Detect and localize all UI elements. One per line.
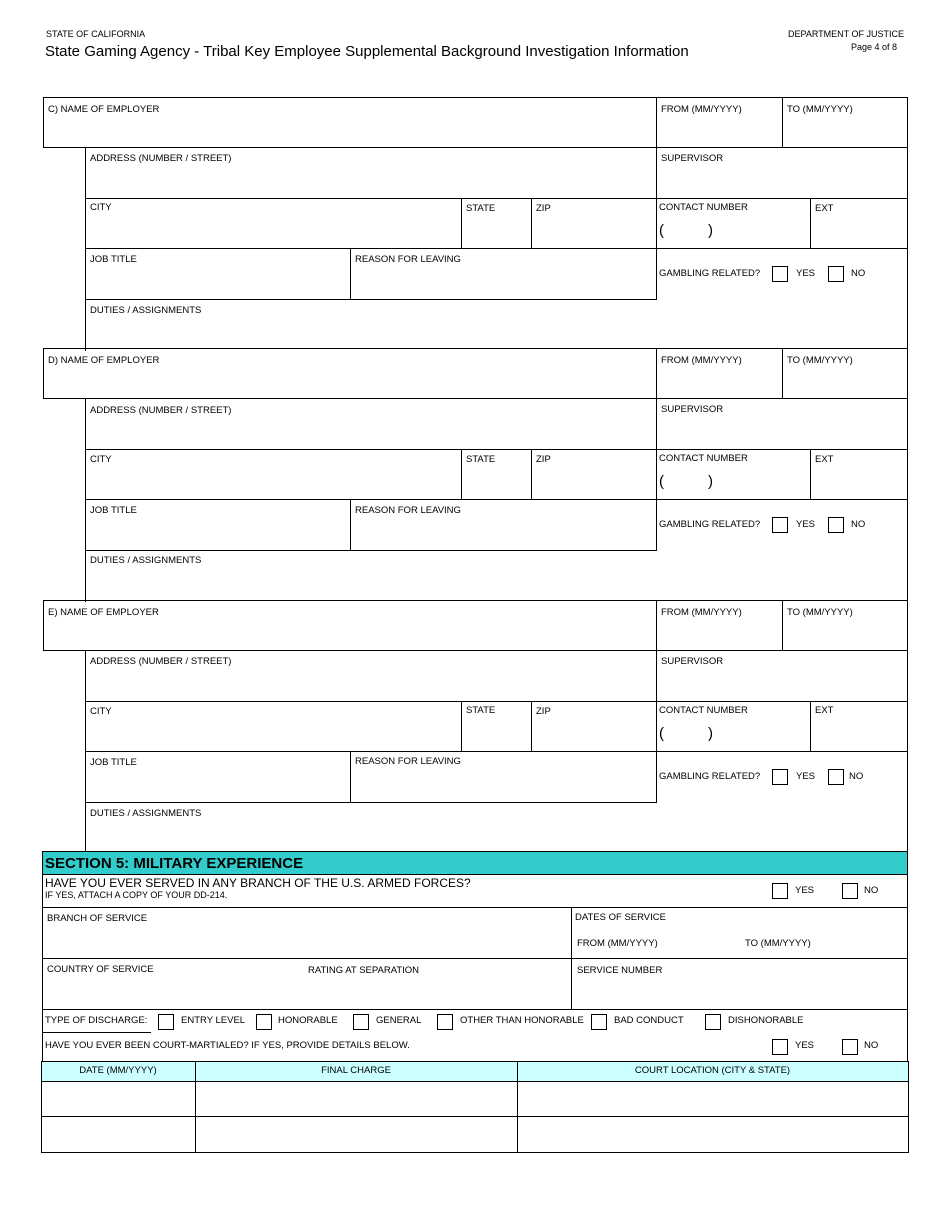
ext-field[interactable]: EXT bbox=[815, 705, 834, 716]
contact-number-field[interactable]: CONTACT NUMBER bbox=[659, 202, 748, 213]
employer-name-row bbox=[43, 348, 908, 399]
court-table-row[interactable] bbox=[41, 1116, 909, 1153]
department-header: DEPARTMENT OF JUSTICE bbox=[788, 29, 905, 39]
to-date-field[interactable]: TO (MM/YYYY) bbox=[787, 607, 853, 618]
court-table-header-date: DATE (MM/YYYY) bbox=[79, 1065, 157, 1076]
employer-name-field[interactable]: D) NAME OF EMPLOYER bbox=[48, 355, 160, 366]
branch-of-service-field[interactable]: BRANCH OF SERVICE bbox=[47, 913, 148, 924]
gambling-no-checkbox[interactable] bbox=[828, 517, 844, 533]
service-number-field[interactable]: SERVICE NUMBER bbox=[577, 965, 663, 976]
gambling-no-label: NO bbox=[851, 519, 866, 530]
ext-field[interactable]: EXT bbox=[815, 203, 834, 214]
from-date-field[interactable]: FROM (MM/YYYY) bbox=[661, 607, 742, 618]
rating-at-separation-field[interactable]: RATING AT SEPARATION bbox=[308, 965, 420, 976]
area-code-close-paren: ) bbox=[708, 725, 713, 742]
gambling-no-checkbox[interactable] bbox=[828, 769, 844, 785]
city-field[interactable]: CITY bbox=[90, 202, 112, 213]
to-date-field[interactable]: TO (MM/YYYY) bbox=[787, 355, 853, 366]
gambling-yes-checkbox[interactable] bbox=[772, 517, 788, 533]
gambling-related-label: GAMBLING RELATED? bbox=[659, 268, 761, 279]
court-table-header-charge: FINAL CHARGE bbox=[321, 1065, 391, 1076]
employer-name-field[interactable]: E) NAME OF EMPLOYER bbox=[48, 607, 159, 618]
discharge-entry-level-checkbox[interactable] bbox=[158, 1014, 174, 1030]
court-martial-yes-checkbox[interactable] bbox=[772, 1039, 788, 1055]
discharge-other-than-honorable-label: OTHER THAN HONORABLE bbox=[460, 1015, 584, 1026]
zip-field[interactable]: ZIP bbox=[536, 203, 551, 214]
gambling-yes-label: YES bbox=[796, 268, 816, 279]
state-header: STATE OF CALIFORNIA bbox=[46, 29, 146, 39]
job-title-field[interactable]: JOB TITLE bbox=[90, 505, 137, 516]
reason-for-leaving-field[interactable]: REASON FOR LEAVING bbox=[355, 505, 461, 516]
state-field[interactable]: STATE bbox=[466, 454, 496, 465]
country-row bbox=[42, 958, 908, 1010]
address-field[interactable]: ADDRESS (NUMBER / STREET) bbox=[90, 405, 232, 416]
gambling-yes-checkbox[interactable] bbox=[772, 266, 788, 282]
discharge-general-checkbox[interactable] bbox=[353, 1014, 369, 1030]
zip-field[interactable]: ZIP bbox=[536, 706, 551, 717]
supervisor-field[interactable]: SUPERVISOR bbox=[661, 656, 724, 667]
duties-field[interactable]: DUTIES / ASSIGNMENTS bbox=[90, 305, 202, 316]
job-title-field[interactable]: JOB TITLE bbox=[90, 254, 137, 265]
gambling-related-label: GAMBLING RELATED? bbox=[659, 771, 761, 782]
to-date-field[interactable]: TO (MM/YYYY) bbox=[787, 104, 853, 115]
armed-forces-yes-checkbox[interactable] bbox=[772, 883, 788, 899]
court-table-row[interactable] bbox=[41, 1081, 909, 1117]
court-martial-no-checkbox[interactable] bbox=[842, 1039, 858, 1055]
reason-for-leaving-field[interactable]: REASON FOR LEAVING bbox=[355, 756, 461, 767]
area-code-open-paren: ( bbox=[659, 222, 664, 239]
gambling-no-label: NO bbox=[849, 771, 864, 782]
discharge-general-label: GENERAL bbox=[376, 1015, 422, 1026]
dates-of-service-label: DATES OF SERVICE bbox=[575, 912, 666, 923]
gambling-yes-label: YES bbox=[796, 771, 816, 782]
discharge-other-than-honorable-checkbox[interactable] bbox=[437, 1014, 453, 1030]
area-code-open-paren: ( bbox=[659, 725, 664, 742]
armed-forces-no-checkbox[interactable] bbox=[842, 883, 858, 899]
armed-forces-question: HAVE YOU EVER SERVED IN ANY BRANCH OF THE U.S. ARMED FORCES? bbox=[45, 876, 471, 890]
supervisor-field[interactable]: SUPERVISOR bbox=[661, 153, 724, 164]
branch-row bbox=[42, 907, 908, 959]
court-martial-question: HAVE YOU EVER BEEN COURT-MARTIALED? IF YES, PROVIDE DETAILS BELOW. bbox=[45, 1040, 410, 1051]
from-date-field[interactable]: FROM (MM/YYYY) bbox=[661, 355, 742, 366]
page-number: Page 4 of 8 bbox=[851, 42, 898, 52]
area-code-close-paren: ) bbox=[708, 473, 713, 490]
gambling-related-label: GAMBLING RELATED? bbox=[659, 519, 761, 530]
duties-field[interactable]: DUTIES / ASSIGNMENTS bbox=[90, 808, 202, 819]
city-field[interactable]: CITY bbox=[90, 706, 112, 717]
gambling-yes-label: YES bbox=[796, 519, 816, 530]
employer-name-row bbox=[43, 97, 908, 148]
discharge-bad-conduct-checkbox[interactable] bbox=[591, 1014, 607, 1030]
employer-name-row bbox=[43, 600, 908, 651]
section5-header bbox=[42, 851, 908, 875]
gambling-no-checkbox[interactable] bbox=[828, 266, 844, 282]
armed-forces-no-label: NO bbox=[864, 885, 879, 896]
job-title-field[interactable]: JOB TITLE bbox=[90, 757, 137, 768]
discharge-entry-level-label: ENTRY LEVEL bbox=[181, 1015, 246, 1026]
discharge-type-label: TYPE OF DISCHARGE: bbox=[45, 1015, 148, 1026]
court-martial-no-label: NO bbox=[864, 1040, 879, 1051]
service-from-field[interactable]: FROM (MM/YYYY) bbox=[577, 938, 658, 949]
gambling-no-label: NO bbox=[851, 268, 866, 279]
discharge-honorable-label: HONORABLE bbox=[278, 1015, 338, 1026]
area-code-open-paren: ( bbox=[659, 473, 664, 490]
ext-field[interactable]: EXT bbox=[815, 454, 834, 465]
form-title: State Gaming Agency - Tribal Key Employee Supplemental Background Investigation Information bbox=[45, 43, 689, 60]
court-table-header-location: COURT LOCATION (CITY & STATE) bbox=[634, 1065, 791, 1076]
zip-field[interactable]: ZIP bbox=[536, 454, 551, 465]
supervisor-field[interactable]: SUPERVISOR bbox=[661, 404, 724, 415]
contact-number-field[interactable]: CONTACT NUMBER bbox=[659, 705, 748, 716]
address-field[interactable]: ADDRESS (NUMBER / STREET) bbox=[90, 153, 232, 164]
reason-for-leaving-field[interactable]: REASON FOR LEAVING bbox=[355, 254, 461, 265]
gambling-yes-checkbox[interactable] bbox=[772, 769, 788, 785]
employer-name-field[interactable]: C) NAME OF EMPLOYER bbox=[48, 104, 160, 115]
contact-number-field[interactable]: CONTACT NUMBER bbox=[659, 453, 748, 464]
state-field[interactable]: STATE bbox=[466, 705, 496, 716]
discharge-honorable-checkbox[interactable] bbox=[256, 1014, 272, 1030]
discharge-dishonorable-label: DISHONORABLE bbox=[728, 1015, 804, 1026]
armed-forces-yes-label: YES bbox=[795, 885, 815, 896]
discharge-bad-conduct-label: BAD CONDUCT bbox=[614, 1015, 684, 1026]
armed-forces-subnote: IF YES, ATTACH A COPY OF YOUR DD-214. bbox=[45, 890, 228, 900]
discharge-dishonorable-checkbox[interactable] bbox=[705, 1014, 721, 1030]
country-of-service-field[interactable]: COUNTRY OF SERVICE bbox=[47, 964, 154, 975]
address-field[interactable]: ADDRESS (NUMBER / STREET) bbox=[90, 656, 232, 667]
state-field[interactable]: STATE bbox=[466, 203, 496, 214]
section5-title: SECTION 5: MILITARY EXPERIENCE bbox=[45, 855, 304, 872]
city-field[interactable]: CITY bbox=[90, 454, 112, 465]
area-code-close-paren: ) bbox=[708, 222, 713, 239]
service-to-field[interactable]: TO (MM/YYYY) bbox=[745, 938, 811, 949]
court-martial-yes-label: YES bbox=[795, 1040, 815, 1051]
from-date-field[interactable]: FROM (MM/YYYY) bbox=[661, 104, 742, 115]
duties-field[interactable]: DUTIES / ASSIGNMENTS bbox=[90, 555, 202, 566]
